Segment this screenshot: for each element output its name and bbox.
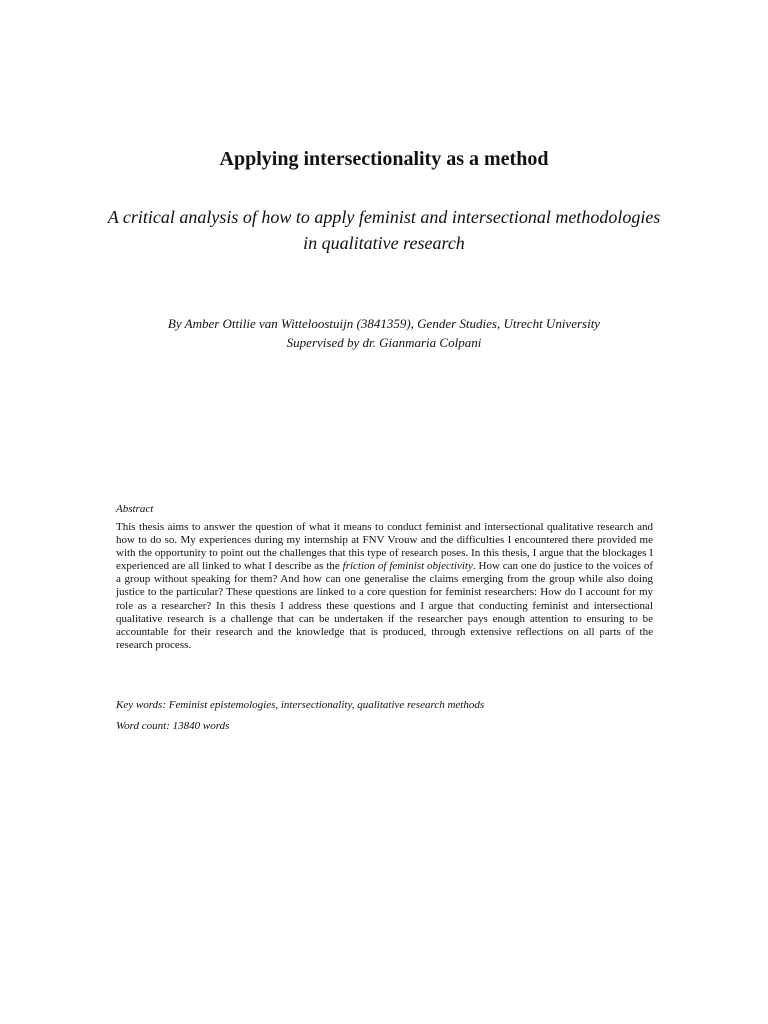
- abstract-heading: Abstract: [116, 503, 154, 515]
- keywords: Key words: Feminist epistemologies, intersectionality, qualitative research methods: [116, 699, 485, 711]
- abstract-text-part-2: . How can one do justice to the voices of a group without speaking for them? And how can one generalise the claims emerging from the group while also doing justice to the particular? These questions are linked to a core question for feminist researchers: How do I account for my role as a researcher? In this thesis I address these questions and I argue that conducting feminist and intersectional qualitative research is a challenge that can be undertaken if the researcher pays enough attention to ensuring to be accountable for their research and the knowledge that is produced, through extensive reflections on all parts of the research process.: [116, 560, 654, 651]
- document-title: Applying intersectionality as a method: [219, 148, 549, 170]
- supervisor-line: Supervised by dr. Gianmaria Colpani: [286, 335, 482, 350]
- document-subtitle: A critical analysis of how to apply feminist and intersectional methodologies in qualitative research: [107, 207, 661, 253]
- byline: [60, 314, 708, 352]
- abstract-text: [116, 521, 653, 652]
- word-count: Word count: 13840 words: [116, 720, 230, 732]
- abstract-emphasis: friction of feminist objectivity: [342, 560, 473, 573]
- abstract-text-part-1: This thesis aims to answer the question of what it means to conduct feminist and intersectional qualitative research and how to do so. My experiences during my internship at FNV Vrouw and the difficulties I encountered there provided me with the opportunity to point out the challenges that this type of research poses. In this thesis, I argue that the blockages I experienced are all linked to what I describe as the: [116, 521, 653, 573]
- author-line: By Amber Ottilie van Witteloostuijn (3841359), Gender Studies, Utrecht University: [167, 316, 601, 331]
